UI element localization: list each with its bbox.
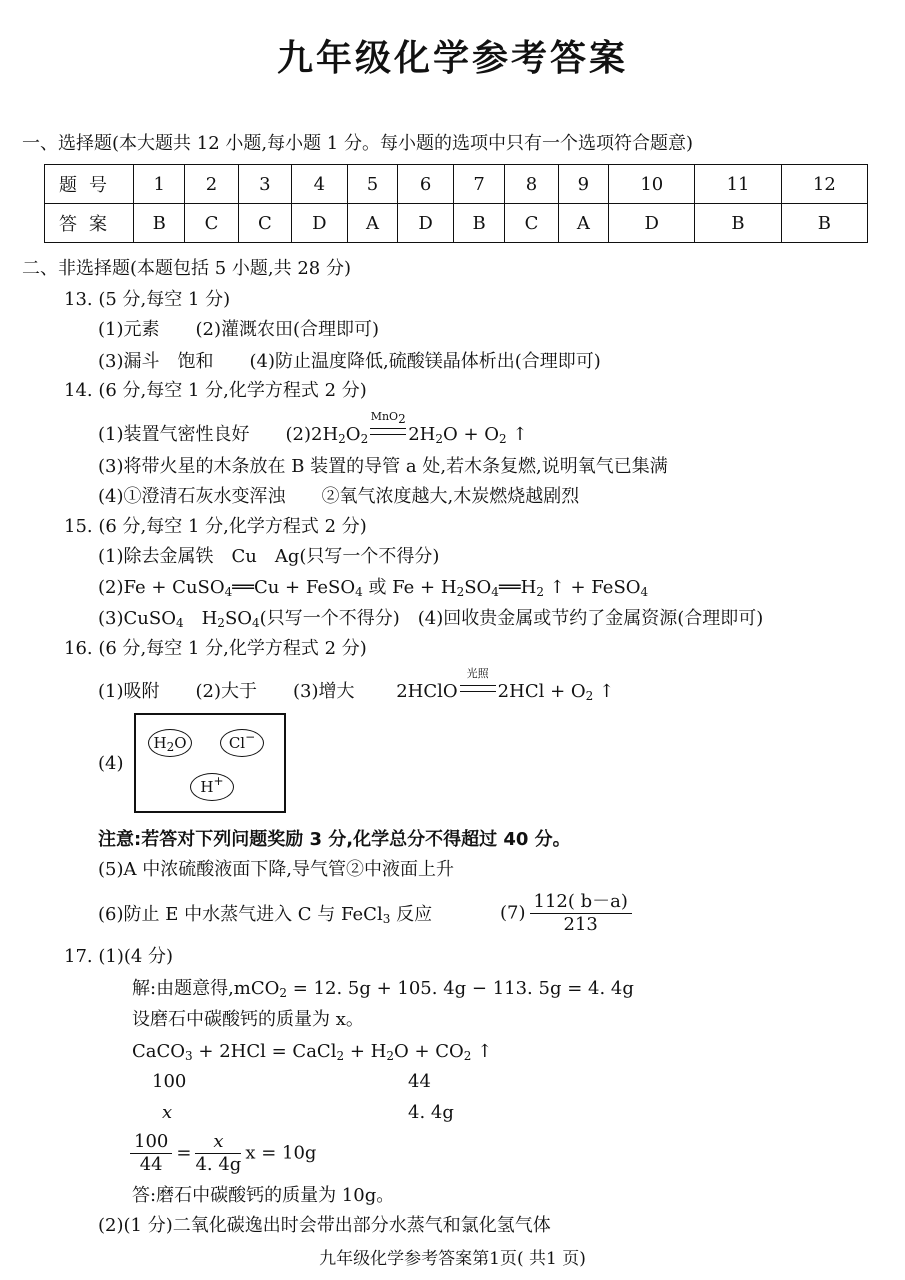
table-cell: D <box>609 204 695 243</box>
q15-line3-part4: (4)回收贵金属或节约了金属资源(合理即可) <box>417 608 764 629</box>
q16-line6: (6)防止 E 中水蒸气进入 C 与 FeCl$_3$ 反应 <box>98 904 433 926</box>
q17-sol1-calc: = 12. 5g + 105. 4g − 113. 5g = 4. 4g <box>287 978 634 999</box>
table-cell: D <box>292 204 348 243</box>
water-molecule-particle: $H_2O$ <box>148 729 192 757</box>
q13-line1: (1)元素 (2)灌溉农田(合理即可) <box>98 319 380 340</box>
table-cell: A <box>558 204 609 243</box>
q16-part4-label: (4) <box>98 753 124 774</box>
hydrogen-ion-particle: H+ <box>190 773 234 801</box>
table-cell: C <box>505 204 558 243</box>
table-cell: 6 <box>398 165 454 204</box>
table-cell: 10 <box>609 165 695 204</box>
q17-unknown-x: x <box>162 1102 173 1123</box>
table-cell: B <box>134 204 185 243</box>
table-cell: 5 <box>347 165 398 204</box>
q17-solution-line1: 解:由题意得,mCO$_2$ = 12. 5g + 105. 4g − 113. 5g = 4. 4g <box>132 978 634 1000</box>
fraction-numerator: 100 <box>130 1131 172 1154</box>
table-cell: B <box>781 204 867 243</box>
particle-diagram <box>134 713 286 813</box>
table-cell: 8 <box>505 165 558 204</box>
table-cell: C <box>185 204 238 243</box>
q17-equation: CaCO$_3$ + 2HCl = CaCl$_2$ + $H_2O + CO_2$ ↑ <box>132 1041 493 1063</box>
q14-line1: (1)装置气密性良好 $(2)2H_2O_2$ MnO$_2$ $2H_2O + O_2$ ↑ <box>98 410 528 446</box>
equation-arrow <box>370 410 406 447</box>
table-cell: 9 <box>558 165 609 204</box>
row-label-answer: 答案 <box>45 204 134 243</box>
q15-line3-note: (只写一个不得分) <box>259 608 400 629</box>
q17-co2-mass: 4. 4g <box>408 1102 454 1123</box>
q17-sol1-text: 解:由题意得,mCO <box>132 978 280 999</box>
table-row-answers <box>45 204 868 243</box>
q16-part7 <box>500 891 636 936</box>
table-cell: B <box>453 204 504 243</box>
equation-arrow <box>460 667 496 704</box>
fraction-numerator: x <box>195 1131 241 1154</box>
bonus-note: 注意:若答对下列问题奖励 3 分,化学总分不得超过 40 分。 <box>98 829 571 850</box>
q16-head: 16. (6 分,每空 1 分,化学方程式 2 分) <box>64 638 367 659</box>
table-cell: A <box>347 204 398 243</box>
table-cell: 7 <box>453 165 504 204</box>
q16-line6-text: (6)防止 E 中水蒸气进入 C 与 FeCl <box>98 904 383 925</box>
q15-line2: (2)Fe + CuSO$_4$══Cu + FeSO$_4$ 或 $Fe + H_2SO_4══H_2$ ↑ + FeSO$_4$ <box>98 577 649 599</box>
table-cell: 1 <box>134 165 185 204</box>
table-cell: 11 <box>695 165 781 204</box>
q16-line1: (1)吸附 (2)大于 (3)增大 2HClO 光照 $2HCl + O_2$ ↑ <box>98 667 615 703</box>
q16-line1-text: (1)吸附 (2)大于 (3)增大 <box>98 681 355 702</box>
condition-label: 光照 <box>466 667 489 680</box>
page-footer: 九年级化学参考答案第1页( 共1 页) <box>319 1249 586 1269</box>
fraction-numerator: 112( b－a) <box>530 891 632 914</box>
ratio-fraction-left <box>130 1131 172 1176</box>
q17-part2: (2)(1 分)二氧化碳逸出时会带出部分水蒸气和氯化氢气体 <box>98 1215 551 1236</box>
q14-head: 14. (6 分,每空 1 分,化学方程式 2 分) <box>64 380 367 401</box>
section2-heading: 二、非选择题(本题包括 5 小题,共 28 分) <box>22 258 352 279</box>
ratio-result: x = 10g <box>245 1142 317 1164</box>
chloride-ion-particle: Cl− <box>220 729 264 757</box>
q16-line5: (5)A 中浓硫酸液面下降,导气管②中液面上升 <box>98 859 454 880</box>
equals-sign: = <box>176 1142 192 1164</box>
ratio-fraction-right <box>195 1131 241 1176</box>
mass-fraction <box>530 891 632 936</box>
table-row-numbers <box>45 165 868 204</box>
q14-line3: (3)将带火星的木条放在 B 装置的导管 a 处,若木条复燃,说明氧气已集满 <box>98 456 668 477</box>
answer-table <box>44 164 868 243</box>
q17-head: 17. (1)(4 分) <box>64 946 174 967</box>
table-cell: 4 <box>292 165 348 204</box>
q17-molar-mass-co2: 44 <box>408 1071 431 1092</box>
q17-solution-line2: 设磨石中碳酸钙的质量为 x。 <box>132 1009 364 1030</box>
q14-line1-text: (1)装置气密性良好 (2) <box>98 424 311 445</box>
q14-line4: (4)①澄清石灰水变浑浊 ②氧气浓度越大,木炭燃烧越剧烈 <box>98 486 580 507</box>
table-cell: 2 <box>185 165 238 204</box>
q13-line2: (3)漏斗 饱和 (4)防止温度降低,硫酸镁晶体析出(合理即可) <box>98 351 601 372</box>
q13-head: 13. (5 分,每空 1 分) <box>64 289 231 310</box>
fraction-denominator: 44 <box>139 1154 163 1175</box>
table-cell: C <box>238 204 291 243</box>
fraction-denominator: 4. 4g <box>195 1154 242 1175</box>
section1-heading: 一、选择题(本大题共 12 小题,每小题 1 分。每小题的选项中只有一个选项符合题意) <box>22 133 694 154</box>
q17-ratio <box>126 1131 316 1176</box>
table-cell: B <box>695 204 781 243</box>
table-cell: 3 <box>238 165 291 204</box>
q17-answer: 答:磨石中碳酸钙的质量为 10g。 <box>132 1185 395 1206</box>
q15-line3: (3)CuSO$_4$ $H_2SO_4$(只写一个不得分) (4)回收贵金属或节约了金属资源(合理即可) <box>98 608 764 630</box>
table-cell: 12 <box>781 165 867 204</box>
row-label-number: 题号 <box>45 165 134 204</box>
q17-molar-mass-caco3: 100 <box>152 1071 187 1092</box>
table-cell: D <box>398 204 454 243</box>
q16-line6-tail: 反应 <box>390 904 433 925</box>
q15-line1: (1)除去金属铁 Cu Ag(只写一个不得分) <box>98 546 440 567</box>
q16-part7-label: (7) <box>500 902 526 924</box>
page-title: 九年级化学参考答案 <box>276 38 628 79</box>
fraction-denominator: 213 <box>563 914 598 935</box>
catalyst-label: MnO$_2$ <box>370 410 406 426</box>
q15-head: 15. (6 分,每空 1 分,化学方程式 2 分) <box>64 516 367 537</box>
